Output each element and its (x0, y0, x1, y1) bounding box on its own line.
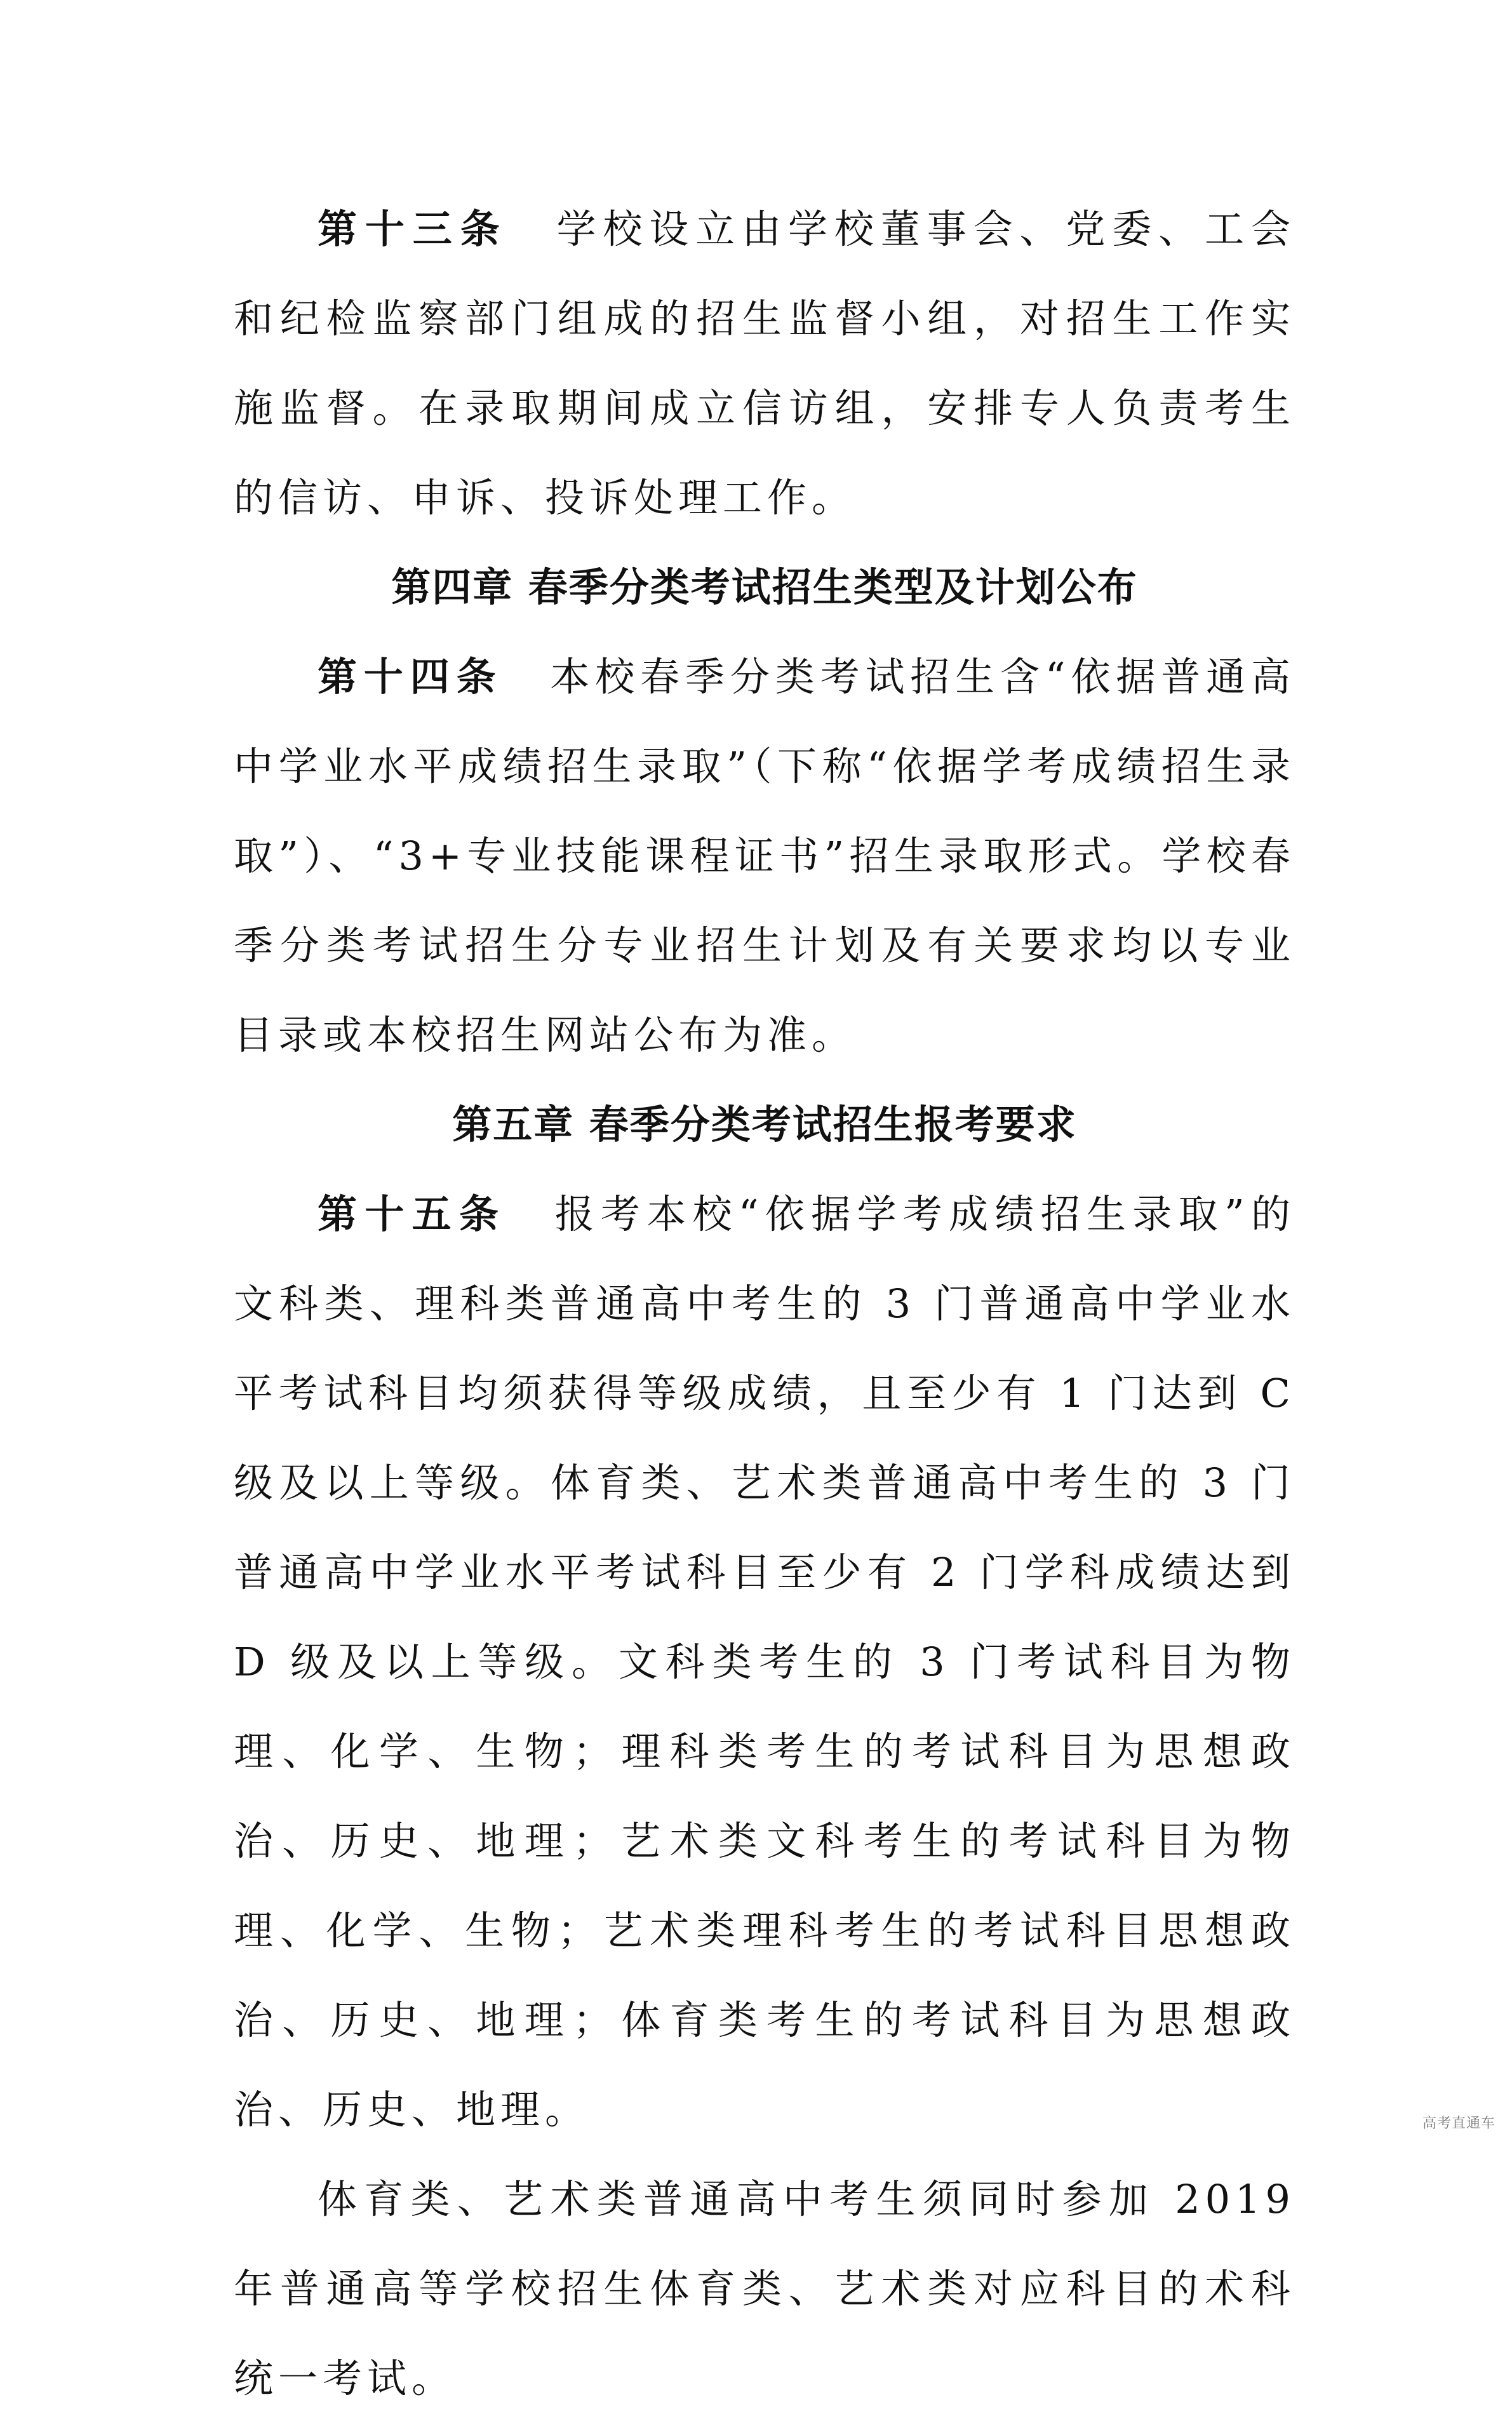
extra-paragraph: 体育类、艺术类普通高中考生须同时参加 2019 年普通高等学校招生体育类、艺术类对应科目的术科统一考试。 (234, 2176, 1295, 2401)
watermark: 高考直通车 (1422, 2116, 1495, 2131)
article-14-label: 第十四条 (318, 654, 503, 700)
chapter-4-heading: 第四章 春季分类考试招生类型及计划公布 (391, 564, 1138, 610)
article-13 (234, 184, 1295, 542)
article-14 (234, 632, 1295, 1080)
article-15-text: 报考本校“依据学考成绩招生录取”的文科类、理科类普通高中考生的 3 门普通高中学业水平考试科目均须获得等级成绩，且至少有 1 门达到 C 级及以上等级。体育类、艺术类普通高中考生的 3 门普通高中学业水平考试科目至少有 2 门学科成绩达到 D 级及以上等级。文科类考生的 3 门考试科目为物理、化学、生物；理科类考生的考试科目为思想政治、历史、地理；艺术类文科考生的考试科目为物理、化学、生物；艺术类理科考生的考试科目思想政治、历史、地理；体育类考生的考试科目为思想政治、历史、地理。 (234, 1191, 1295, 2133)
document-body (234, 184, 1295, 2423)
article-14-text: 本校春季分类考试招生含“依据普通高中学业水平成绩招生录取”（下称“依据学考成绩招生录取”）、“3+专业技能课程证书”招生录取形式。学校春季分类考试招生分专业招生计划及有关要求均以专业目录或本校招生网站公布为准。 (234, 654, 1295, 1058)
article-15-label: 第十五条 (318, 1191, 507, 1237)
article-13-label: 第十三条 (318, 206, 508, 252)
article-13-text: 学校设立由学校董事会、党委、工会和纪检监察部门组成的招生监督小组，对招生工作实施监督。在录取期间成立信访组，安排专人负责考生的信访、申诉、投诉处理工作。 (234, 206, 1295, 521)
article-15 (234, 1169, 1295, 2154)
chapter-5-heading: 第五章 春季分类考试招生报考要求 (452, 1101, 1077, 1148)
